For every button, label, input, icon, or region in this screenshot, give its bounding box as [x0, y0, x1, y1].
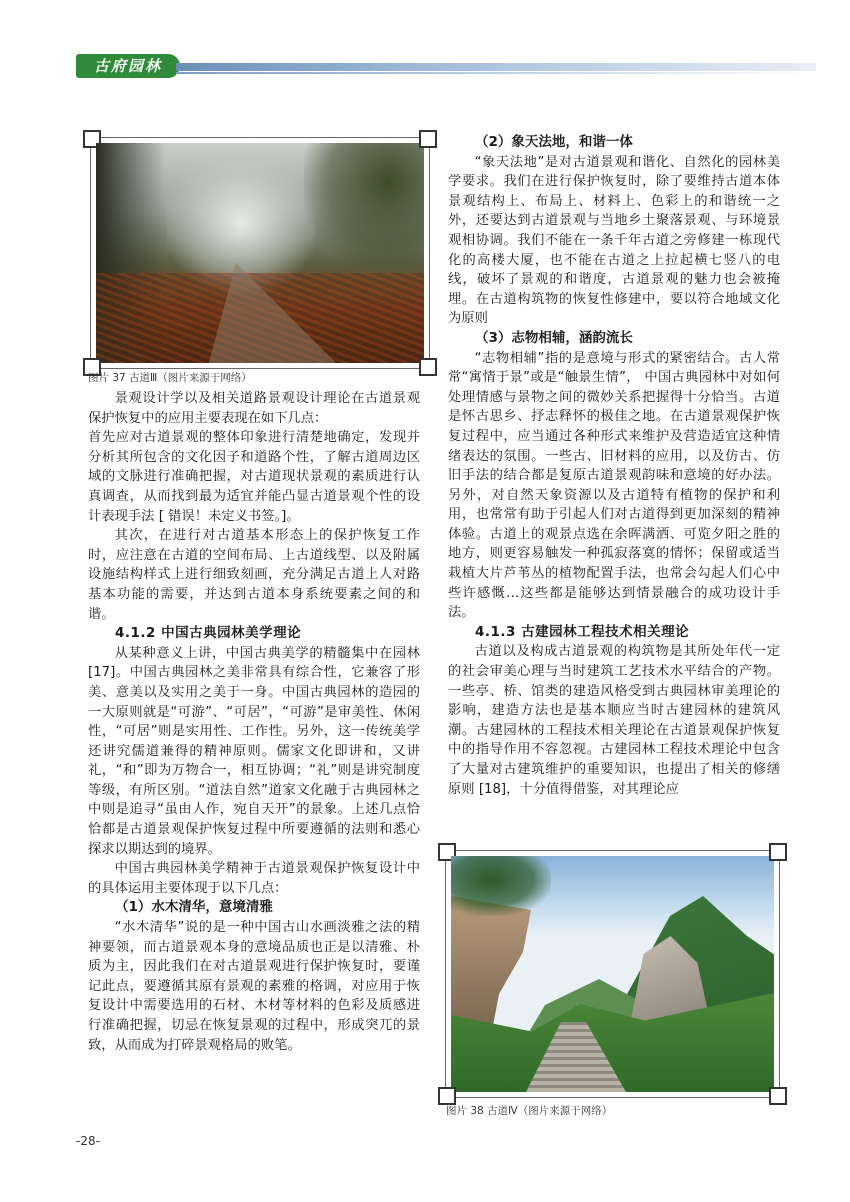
paragraph: “象天法地”是对古道景观和谐化、自然化的园林美学要求。我们在进行保护恢复时，除了要维持古道本体景观结构上、布局上、材料上、色彩上的和谐统一之外，还要达到古道景观与当地乡土聚落景观、与环境景观相协调。我们不能在一条千年古道之旁修建一栋现代化的高楼大厦，也不能在古道之上拉起横七竖八的电线，破坏了景观的和谐度，古道景观的魅力也会被掩埋。在古道构筑物的恢复性修建中，要以符合地域文化为原则	[448, 154, 780, 327]
paragraph: 中国古典园林美学精神于古道景观保护恢复设计中的具体运用主要体现于以下几点：	[88, 861, 420, 896]
paragraph: “水木清华”说的是一种中国古山水画淡雅之法的精神要领，而古道景观本身的意境品质也正是以清雅、朴质为主，因此我们在对古道景观进行保护恢复时，要谨记此点，要遵循其原有景观的素雅的格调，对应用于恢复设计中需要选用的石材、木材等材料的色彩及质感进行准确把握，切忌在恢复景观的过程中，形成突兀的景致，从而成为打碎景观格局的败笔。	[88, 920, 420, 1053]
section-heading: 4.1.3 古建园林工程技术相关理论	[475, 623, 690, 640]
header-stripe	[176, 63, 816, 71]
section-heading: 4.1.2 中国古典园林美学理论	[115, 625, 302, 642]
paragraph: 其次，在进行对古道基本形态上的保护恢复工作时，应注意在古道的空间布局、上古道线型、以及附属设施结构样式上进行细致刻画，充分满足古道上人对路基本功能的需要，并达到古道本身系统要素之间的和谐。	[88, 528, 420, 622]
figure-37	[90, 137, 430, 369]
page-number: -28-	[76, 1134, 100, 1148]
figure-38-caption: 图片 38 古道Ⅳ（图片来源于网络）	[446, 1105, 613, 1117]
mountain-stairs-photo	[451, 856, 774, 1092]
forest-path-photo	[96, 143, 424, 363]
figure-37-caption: 图片 37 古道Ⅲ（图片来源于网络）	[88, 372, 252, 384]
right-column	[448, 133, 780, 799]
paragraph: 首先应对古道景观的整体印象进行清楚地确定，发现并分析其所包含的文化因子和道路个性，了解古道周边区域的文脉进行准确把握，对古道现状景观的素质进行认真调查，从而找到最为适宜并能凸显古道景观个性的设计表现手法 [ 错误！未定义书签。]。	[88, 430, 420, 524]
paragraph: 从某种意义上讲，中国古典美学的精髓集中在园林 [17]。中国古典园林之美非常具有综合性，它兼容了形美、意美以及实用之美于一身。中国古典园林的造园的一大原则就是“可游”、“可居”，“可游”是审美性、休闲性，“可居”则是实用性、工作性。另外，这一传统美学还讲究儒道兼得的精神原则。儒家文化即讲和，又讲礼，“和”即为万物合一，相互协调；“礼”则是讲究制度等级，有所区别。“道法自然”道家文化融于古典园林之中则是追寻“虽由人作，宛自天开”的景象。上述几点恰恰都是古道景观保护恢复过程中所要遵循的法则和悉心探求以期达到的境界。	[88, 645, 420, 857]
subheading: （1）水木清华，意境清雅	[115, 899, 273, 916]
paragraph: 古道以及构成古道景观的构筑物是其所处年代一定的社会审美心理与当时建筑工艺技术水平结合的产物。一些亭、桥、馆类的建造风格受到古典园林审美理论的影响，建造方法也是基本顺应当时古建园林的建筑风潮。古建园林的工程技术相关理论在古道景观保护恢复中的指导作用不容忽视。古建园林工程技术理论中包含了大量对古建筑维护的重要知识，也提出了相关的修缮原则 [18]，十分值得借鉴，对其理论应	[448, 644, 780, 797]
subheading: （2）象天法地，和谐一体	[475, 134, 633, 150]
figure-38	[445, 850, 780, 1098]
subheading: （3）志物相辅，涵韵流长	[475, 329, 633, 346]
paragraph: 景观设计学以及相关道路景观设计理论在古道景观保护恢复中的应用主要表现在如下几点：	[88, 391, 420, 426]
header-stripe-thin	[176, 72, 816, 74]
section-badge: 古府园林	[76, 54, 180, 78]
page-header	[0, 54, 850, 80]
left-column	[88, 389, 420, 1055]
paragraph: “志物相辅”指的是意境与形式的紧密结合。古人常常“寓情于景”或是“触景生情”， 中国古典园林中对如何处理情感与景物之间的微妙关系把握得十分恰当。古道是怀古思乡、抒志释怀的极佳之地。在古道景观保护恢复过程中，应当通过各种形式来维护及营造适宜这种情绪表达的氛围。一些古、旧材料的应用，以及仿古、仿旧手法的结合都是复原古道景观韵味和意境的好办法。另外，对自然天象资源以及古道特有植物的保护和利用，也常常有助于引起人们对古道得到更加深刻的精神体验。古道上的观景点选在余晖满洒、可览夕阳之胜的地方，则更容易触发一种孤寂落寞的情怀；保留或适当栽植大片芦苇丛的植物配置手法，也常会勾起人们心中些许感慨…这些都是能够达到情景融合的成功设计手法。	[448, 350, 780, 621]
